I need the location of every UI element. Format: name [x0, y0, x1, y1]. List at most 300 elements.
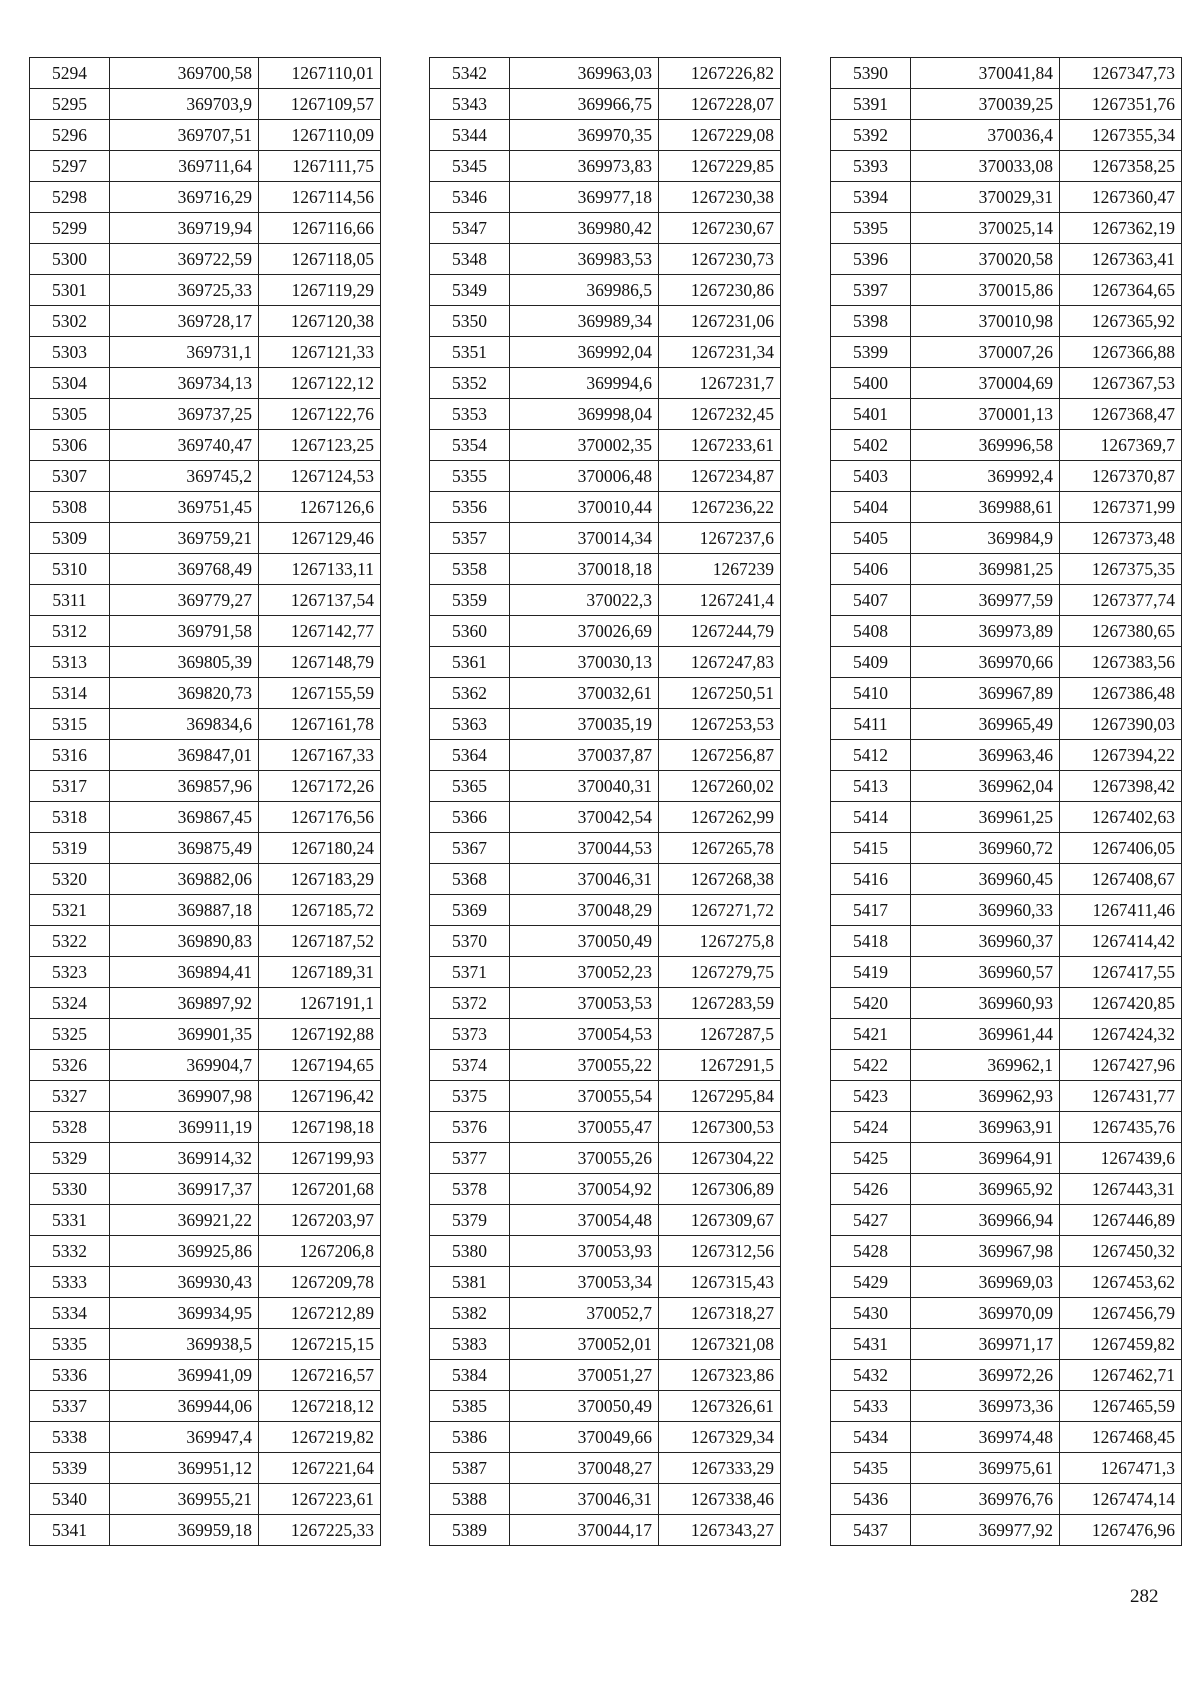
x-coordinate-cell: 369707,51: [110, 120, 259, 151]
table-row: [831, 585, 1182, 616]
table-row: [831, 337, 1182, 368]
point-number-cell: 5322: [30, 926, 110, 957]
table-row: [831, 1391, 1182, 1422]
point-number-cell: 5362: [430, 678, 510, 709]
table-row: [831, 709, 1182, 740]
y-coordinate-cell: 1267420,85: [1060, 988, 1182, 1019]
point-number-cell: 5320: [30, 864, 110, 895]
x-coordinate-cell: 369805,39: [110, 647, 259, 678]
point-number-cell: 5369: [430, 895, 510, 926]
table-row: [831, 740, 1182, 771]
point-number-cell: 5421: [831, 1019, 911, 1050]
point-number-cell: 5404: [831, 492, 911, 523]
x-coordinate-cell: 369980,42: [510, 213, 659, 244]
point-number-cell: 5435: [831, 1453, 911, 1484]
x-coordinate-cell: 369983,53: [510, 244, 659, 275]
x-coordinate-cell: 369992,04: [510, 337, 659, 368]
y-coordinate-cell: 1267315,43: [659, 1267, 781, 1298]
point-number-cell: 5391: [831, 89, 911, 120]
point-number-cell: 5342: [430, 58, 510, 89]
y-coordinate-cell: 1267118,05: [259, 244, 381, 275]
x-coordinate-cell: 369966,94: [911, 1205, 1060, 1236]
y-coordinate-cell: 1267191,1: [259, 988, 381, 1019]
y-coordinate-cell: 1267126,6: [259, 492, 381, 523]
x-coordinate-cell: 369964,91: [911, 1143, 1060, 1174]
x-coordinate-cell: 369925,86: [110, 1236, 259, 1267]
point-number-cell: 5360: [430, 616, 510, 647]
y-coordinate-cell: 1267312,56: [659, 1236, 781, 1267]
y-coordinate-cell: 1267230,67: [659, 213, 781, 244]
y-coordinate-cell: 1267133,11: [259, 554, 381, 585]
table-row: [430, 864, 781, 895]
y-coordinate-cell: 1267373,48: [1060, 523, 1182, 554]
x-coordinate-cell: 369938,5: [110, 1329, 259, 1360]
table-row: [30, 585, 381, 616]
y-coordinate-cell: 1267398,42: [1060, 771, 1182, 802]
table-row: [831, 1515, 1182, 1546]
x-coordinate-cell: 370036,4: [911, 120, 1060, 151]
x-coordinate-cell: 370052,23: [510, 957, 659, 988]
y-coordinate-cell: 1267161,78: [259, 709, 381, 740]
table-row: [430, 802, 781, 833]
y-coordinate-cell: 1267209,78: [259, 1267, 381, 1298]
x-coordinate-cell: 369970,09: [911, 1298, 1060, 1329]
table-row: [831, 957, 1182, 988]
table-row: [30, 275, 381, 306]
point-number-cell: 5424: [831, 1112, 911, 1143]
x-coordinate-cell: 369961,25: [911, 802, 1060, 833]
table-row: [831, 1484, 1182, 1515]
x-coordinate-cell: 369969,03: [911, 1267, 1060, 1298]
x-coordinate-cell: 369962,93: [911, 1081, 1060, 1112]
point-number-cell: 5426: [831, 1174, 911, 1205]
x-coordinate-cell: 370010,44: [510, 492, 659, 523]
table-row: [831, 1081, 1182, 1112]
y-coordinate-cell: 1267365,92: [1060, 306, 1182, 337]
point-number-cell: 5400: [831, 368, 911, 399]
y-coordinate-cell: 1267309,67: [659, 1205, 781, 1236]
table-row: [30, 1484, 381, 1515]
y-coordinate-cell: 1267122,12: [259, 368, 381, 399]
y-coordinate-cell: 1267230,38: [659, 182, 781, 213]
x-coordinate-cell: 369847,01: [110, 740, 259, 771]
y-coordinate-cell: 1267318,27: [659, 1298, 781, 1329]
y-coordinate-cell: 1267192,88: [259, 1019, 381, 1050]
y-coordinate-cell: 1267187,52: [259, 926, 381, 957]
point-number-cell: 5397: [831, 275, 911, 306]
y-coordinate-cell: 1267194,65: [259, 1050, 381, 1081]
y-coordinate-cell: 1267368,47: [1060, 399, 1182, 430]
y-coordinate-cell: 1267291,5: [659, 1050, 781, 1081]
y-coordinate-cell: 1267360,47: [1060, 182, 1182, 213]
point-number-cell: 5311: [30, 585, 110, 616]
y-coordinate-cell: 1267275,8: [659, 926, 781, 957]
point-number-cell: 5316: [30, 740, 110, 771]
table-row: [430, 1515, 781, 1546]
x-coordinate-cell: 369768,49: [110, 554, 259, 585]
table-row: [831, 1267, 1182, 1298]
table-row: [30, 1515, 381, 1546]
x-coordinate-cell: 369890,83: [110, 926, 259, 957]
x-coordinate-cell: 369996,58: [911, 430, 1060, 461]
x-coordinate-cell: 370032,61: [510, 678, 659, 709]
table-row: [30, 771, 381, 802]
point-number-cell: 5429: [831, 1267, 911, 1298]
x-coordinate-cell: 369857,96: [110, 771, 259, 802]
point-number-cell: 5347: [430, 213, 510, 244]
point-number-cell: 5354: [430, 430, 510, 461]
point-number-cell: 5340: [30, 1484, 110, 1515]
table-row: [430, 554, 781, 585]
x-coordinate-cell: 370044,17: [510, 1515, 659, 1546]
y-coordinate-cell: 1267218,12: [259, 1391, 381, 1422]
table-row: [30, 864, 381, 895]
point-number-cell: 5315: [30, 709, 110, 740]
point-number-cell: 5401: [831, 399, 911, 430]
point-number-cell: 5297: [30, 151, 110, 182]
table-row: [30, 802, 381, 833]
y-coordinate-cell: 1267364,65: [1060, 275, 1182, 306]
x-coordinate-cell: 369737,25: [110, 399, 259, 430]
x-coordinate-cell: 370022,3: [510, 585, 659, 616]
point-number-cell: 5432: [831, 1360, 911, 1391]
point-number-cell: 5377: [430, 1143, 510, 1174]
y-coordinate-cell: 1267236,22: [659, 492, 781, 523]
y-coordinate-cell: 1267233,61: [659, 430, 781, 461]
point-number-cell: 5361: [430, 647, 510, 678]
y-coordinate-cell: 1267471,3: [1060, 1453, 1182, 1484]
x-coordinate-cell: 369959,18: [110, 1515, 259, 1546]
y-coordinate-cell: 1267268,38: [659, 864, 781, 895]
x-coordinate-cell: 370055,26: [510, 1143, 659, 1174]
table-row: [430, 244, 781, 275]
x-coordinate-cell: 369989,34: [510, 306, 659, 337]
point-number-cell: 5325: [30, 1019, 110, 1050]
x-coordinate-cell: 369921,22: [110, 1205, 259, 1236]
point-number-cell: 5408: [831, 616, 911, 647]
x-coordinate-cell: 369901,35: [110, 1019, 259, 1050]
point-number-cell: 5327: [30, 1081, 110, 1112]
x-coordinate-cell: 369960,72: [911, 833, 1060, 864]
point-number-cell: 5416: [831, 864, 911, 895]
table-row: [430, 585, 781, 616]
point-number-cell: 5310: [30, 554, 110, 585]
point-number-cell: 5372: [430, 988, 510, 1019]
y-coordinate-cell: 1267203,97: [259, 1205, 381, 1236]
table-row: [30, 399, 381, 430]
y-coordinate-cell: 1267367,53: [1060, 368, 1182, 399]
table-row: [30, 430, 381, 461]
x-coordinate-cell: 369960,37: [911, 926, 1060, 957]
x-coordinate-cell: 369911,19: [110, 1112, 259, 1143]
table-row: [430, 988, 781, 1019]
point-number-cell: 5402: [831, 430, 911, 461]
y-coordinate-cell: 1267371,99: [1060, 492, 1182, 523]
table-row: [30, 1329, 381, 1360]
x-coordinate-cell: 369934,95: [110, 1298, 259, 1329]
point-number-cell: 5300: [30, 244, 110, 275]
table-row: [430, 523, 781, 554]
x-coordinate-cell: 369963,03: [510, 58, 659, 89]
table-row: [831, 554, 1182, 585]
y-coordinate-cell: 1267247,83: [659, 647, 781, 678]
x-coordinate-cell: 369779,27: [110, 585, 259, 616]
x-coordinate-cell: 369976,76: [911, 1484, 1060, 1515]
point-number-cell: 5309: [30, 523, 110, 554]
point-number-cell: 5414: [831, 802, 911, 833]
y-coordinate-cell: 1267453,62: [1060, 1267, 1182, 1298]
point-number-cell: 5387: [430, 1453, 510, 1484]
y-coordinate-cell: 1267148,79: [259, 647, 381, 678]
point-number-cell: 5346: [430, 182, 510, 213]
point-number-cell: 5324: [30, 988, 110, 1019]
y-coordinate-cell: 1267244,79: [659, 616, 781, 647]
y-coordinate-cell: 1267116,66: [259, 213, 381, 244]
x-coordinate-cell: 370053,34: [510, 1267, 659, 1298]
point-number-cell: 5312: [30, 616, 110, 647]
y-coordinate-cell: 1267253,53: [659, 709, 781, 740]
table-row: [30, 1298, 381, 1329]
table-row: [430, 1236, 781, 1267]
point-number-cell: 5314: [30, 678, 110, 709]
point-number-cell: 5384: [430, 1360, 510, 1391]
point-number-cell: 5425: [831, 1143, 911, 1174]
x-coordinate-cell: 370042,54: [510, 802, 659, 833]
y-coordinate-cell: 1267476,96: [1060, 1515, 1182, 1546]
table-row: [430, 151, 781, 182]
point-number-cell: 5394: [831, 182, 911, 213]
table-row: [831, 864, 1182, 895]
point-number-cell: 5399: [831, 337, 911, 368]
x-coordinate-cell: 370001,13: [911, 399, 1060, 430]
point-number-cell: 5376: [430, 1112, 510, 1143]
y-coordinate-cell: 1267402,63: [1060, 802, 1182, 833]
point-number-cell: 5380: [430, 1236, 510, 1267]
table-row: [831, 833, 1182, 864]
y-coordinate-cell: 1267411,46: [1060, 895, 1182, 926]
x-coordinate-cell: 369965,92: [911, 1174, 1060, 1205]
y-coordinate-cell: 1267129,46: [259, 523, 381, 554]
point-number-cell: 5326: [30, 1050, 110, 1081]
point-number-cell: 5363: [430, 709, 510, 740]
y-coordinate-cell: 1267123,25: [259, 430, 381, 461]
point-number-cell: 5332: [30, 1236, 110, 1267]
x-coordinate-cell: 369975,61: [911, 1453, 1060, 1484]
point-number-cell: 5396: [831, 244, 911, 275]
point-number-cell: 5413: [831, 771, 911, 802]
x-coordinate-cell: 369960,57: [911, 957, 1060, 988]
y-coordinate-cell: 1267439,6: [1060, 1143, 1182, 1174]
y-coordinate-cell: 1267114,56: [259, 182, 381, 213]
point-number-cell: 5329: [30, 1143, 110, 1174]
x-coordinate-cell: 369973,89: [911, 616, 1060, 647]
table-row: [831, 58, 1182, 89]
y-coordinate-cell: 1267338,46: [659, 1484, 781, 1515]
x-coordinate-cell: 369977,92: [911, 1515, 1060, 1546]
table-row: [430, 926, 781, 957]
x-coordinate-cell: 369731,1: [110, 337, 259, 368]
point-number-cell: 5351: [430, 337, 510, 368]
table-row: [831, 430, 1182, 461]
point-number-cell: 5317: [30, 771, 110, 802]
y-coordinate-cell: 1267229,85: [659, 151, 781, 182]
point-number-cell: 5341: [30, 1515, 110, 1546]
table-row: [30, 647, 381, 678]
table-row: [430, 182, 781, 213]
y-coordinate-cell: 1267256,87: [659, 740, 781, 771]
y-coordinate-cell: 1267329,34: [659, 1422, 781, 1453]
x-coordinate-cell: 369977,18: [510, 182, 659, 213]
x-coordinate-cell: 369867,45: [110, 802, 259, 833]
y-coordinate-cell: 1267228,07: [659, 89, 781, 120]
table-row: [831, 461, 1182, 492]
x-coordinate-cell: 370050,49: [510, 1391, 659, 1422]
table-row: [831, 1205, 1182, 1236]
x-coordinate-cell: 370006,48: [510, 461, 659, 492]
y-coordinate-cell: 1267283,59: [659, 988, 781, 1019]
point-number-cell: 5392: [831, 120, 911, 151]
table-row: [430, 337, 781, 368]
y-coordinate-cell: 1267122,76: [259, 399, 381, 430]
point-number-cell: 5319: [30, 833, 110, 864]
table-row: [30, 833, 381, 864]
table-row: [831, 1236, 1182, 1267]
table-row: [430, 1267, 781, 1298]
point-number-cell: 5423: [831, 1081, 911, 1112]
x-coordinate-cell: 369973,36: [911, 1391, 1060, 1422]
y-coordinate-cell: 1267124,53: [259, 461, 381, 492]
y-coordinate-cell: 1267231,06: [659, 306, 781, 337]
x-coordinate-cell: 370055,47: [510, 1112, 659, 1143]
x-coordinate-cell: 370053,53: [510, 988, 659, 1019]
y-coordinate-cell: 1267390,03: [1060, 709, 1182, 740]
table-row: [831, 1453, 1182, 1484]
table-row: [831, 399, 1182, 430]
x-coordinate-cell: 370026,69: [510, 616, 659, 647]
point-number-cell: 5350: [430, 306, 510, 337]
point-number-cell: 5388: [430, 1484, 510, 1515]
x-coordinate-cell: 370054,92: [510, 1174, 659, 1205]
x-coordinate-cell: 369751,45: [110, 492, 259, 523]
point-number-cell: 5383: [430, 1329, 510, 1360]
point-number-cell: 5430: [831, 1298, 911, 1329]
table-row: [30, 709, 381, 740]
table-row: [831, 988, 1182, 1019]
point-number-cell: 5385: [430, 1391, 510, 1422]
x-coordinate-cell: 369834,6: [110, 709, 259, 740]
point-number-cell: 5386: [430, 1422, 510, 1453]
x-coordinate-cell: 369970,66: [911, 647, 1060, 678]
table-row: [430, 1453, 781, 1484]
x-coordinate-cell: 369974,48: [911, 1422, 1060, 1453]
y-coordinate-cell: 1267121,33: [259, 337, 381, 368]
table-row: [30, 213, 381, 244]
table-row: [30, 461, 381, 492]
y-coordinate-cell: 1267199,93: [259, 1143, 381, 1174]
y-coordinate-cell: 1267355,34: [1060, 120, 1182, 151]
y-coordinate-cell: 1267358,25: [1060, 151, 1182, 182]
y-coordinate-cell: 1267239: [659, 554, 781, 585]
table-row: [831, 492, 1182, 523]
table-row: [430, 709, 781, 740]
x-coordinate-cell: 369967,98: [911, 1236, 1060, 1267]
y-coordinate-cell: 1267119,29: [259, 275, 381, 306]
x-coordinate-cell: 369745,2: [110, 461, 259, 492]
y-coordinate-cell: 1267443,31: [1060, 1174, 1182, 1205]
point-number-cell: 5374: [430, 1050, 510, 1081]
x-coordinate-cell: 370046,31: [510, 1484, 659, 1515]
y-coordinate-cell: 1267237,6: [659, 523, 781, 554]
y-coordinate-cell: 1267234,87: [659, 461, 781, 492]
point-number-cell: 5343: [430, 89, 510, 120]
x-coordinate-cell: 369965,49: [911, 709, 1060, 740]
table-row: [831, 1112, 1182, 1143]
point-number-cell: 5299: [30, 213, 110, 244]
point-number-cell: 5337: [30, 1391, 110, 1422]
table-row: [831, 213, 1182, 244]
table-row: [30, 740, 381, 771]
point-number-cell: 5366: [430, 802, 510, 833]
table-row: [30, 678, 381, 709]
point-number-cell: 5334: [30, 1298, 110, 1329]
x-coordinate-cell: 370054,48: [510, 1205, 659, 1236]
x-coordinate-cell: 369962,04: [911, 771, 1060, 802]
y-coordinate-cell: 1267232,45: [659, 399, 781, 430]
y-coordinate-cell: 1267250,51: [659, 678, 781, 709]
table-row: [831, 120, 1182, 151]
x-coordinate-cell: 369986,5: [510, 275, 659, 306]
x-coordinate-cell: 370014,34: [510, 523, 659, 554]
point-number-cell: 5437: [831, 1515, 911, 1546]
point-number-cell: 5428: [831, 1236, 911, 1267]
point-number-cell: 5305: [30, 399, 110, 430]
y-coordinate-cell: 1267221,64: [259, 1453, 381, 1484]
table-row: [430, 1174, 781, 1205]
point-number-cell: 5323: [30, 957, 110, 988]
table-row: [831, 1298, 1182, 1329]
x-coordinate-cell: 369716,29: [110, 182, 259, 213]
y-coordinate-cell: 1267219,82: [259, 1422, 381, 1453]
table-row: [831, 1019, 1182, 1050]
x-coordinate-cell: 370029,31: [911, 182, 1060, 213]
table-row: [30, 1081, 381, 1112]
x-coordinate-cell: 369882,06: [110, 864, 259, 895]
y-coordinate-cell: 1267262,99: [659, 802, 781, 833]
table-row: [831, 1143, 1182, 1174]
y-coordinate-cell: 1267271,72: [659, 895, 781, 926]
y-coordinate-cell: 1267225,33: [259, 1515, 381, 1546]
x-coordinate-cell: 370055,54: [510, 1081, 659, 1112]
point-number-cell: 5335: [30, 1329, 110, 1360]
y-coordinate-cell: 1267427,96: [1060, 1050, 1182, 1081]
table-row: [430, 1050, 781, 1081]
point-number-cell: 5420: [831, 988, 911, 1019]
x-coordinate-cell: 369703,9: [110, 89, 259, 120]
x-coordinate-cell: 370015,86: [911, 275, 1060, 306]
x-coordinate-cell: 369887,18: [110, 895, 259, 926]
y-coordinate-cell: 1267230,73: [659, 244, 781, 275]
y-coordinate-cell: 1267215,15: [259, 1329, 381, 1360]
x-coordinate-cell: 369966,75: [510, 89, 659, 120]
x-coordinate-cell: 370040,31: [510, 771, 659, 802]
table-row: [430, 1112, 781, 1143]
point-number-cell: 5333: [30, 1267, 110, 1298]
point-number-cell: 5302: [30, 306, 110, 337]
table-row: [30, 1422, 381, 1453]
y-coordinate-cell: 1267474,14: [1060, 1484, 1182, 1515]
table-row: [30, 1267, 381, 1298]
y-coordinate-cell: 1267462,71: [1060, 1360, 1182, 1391]
